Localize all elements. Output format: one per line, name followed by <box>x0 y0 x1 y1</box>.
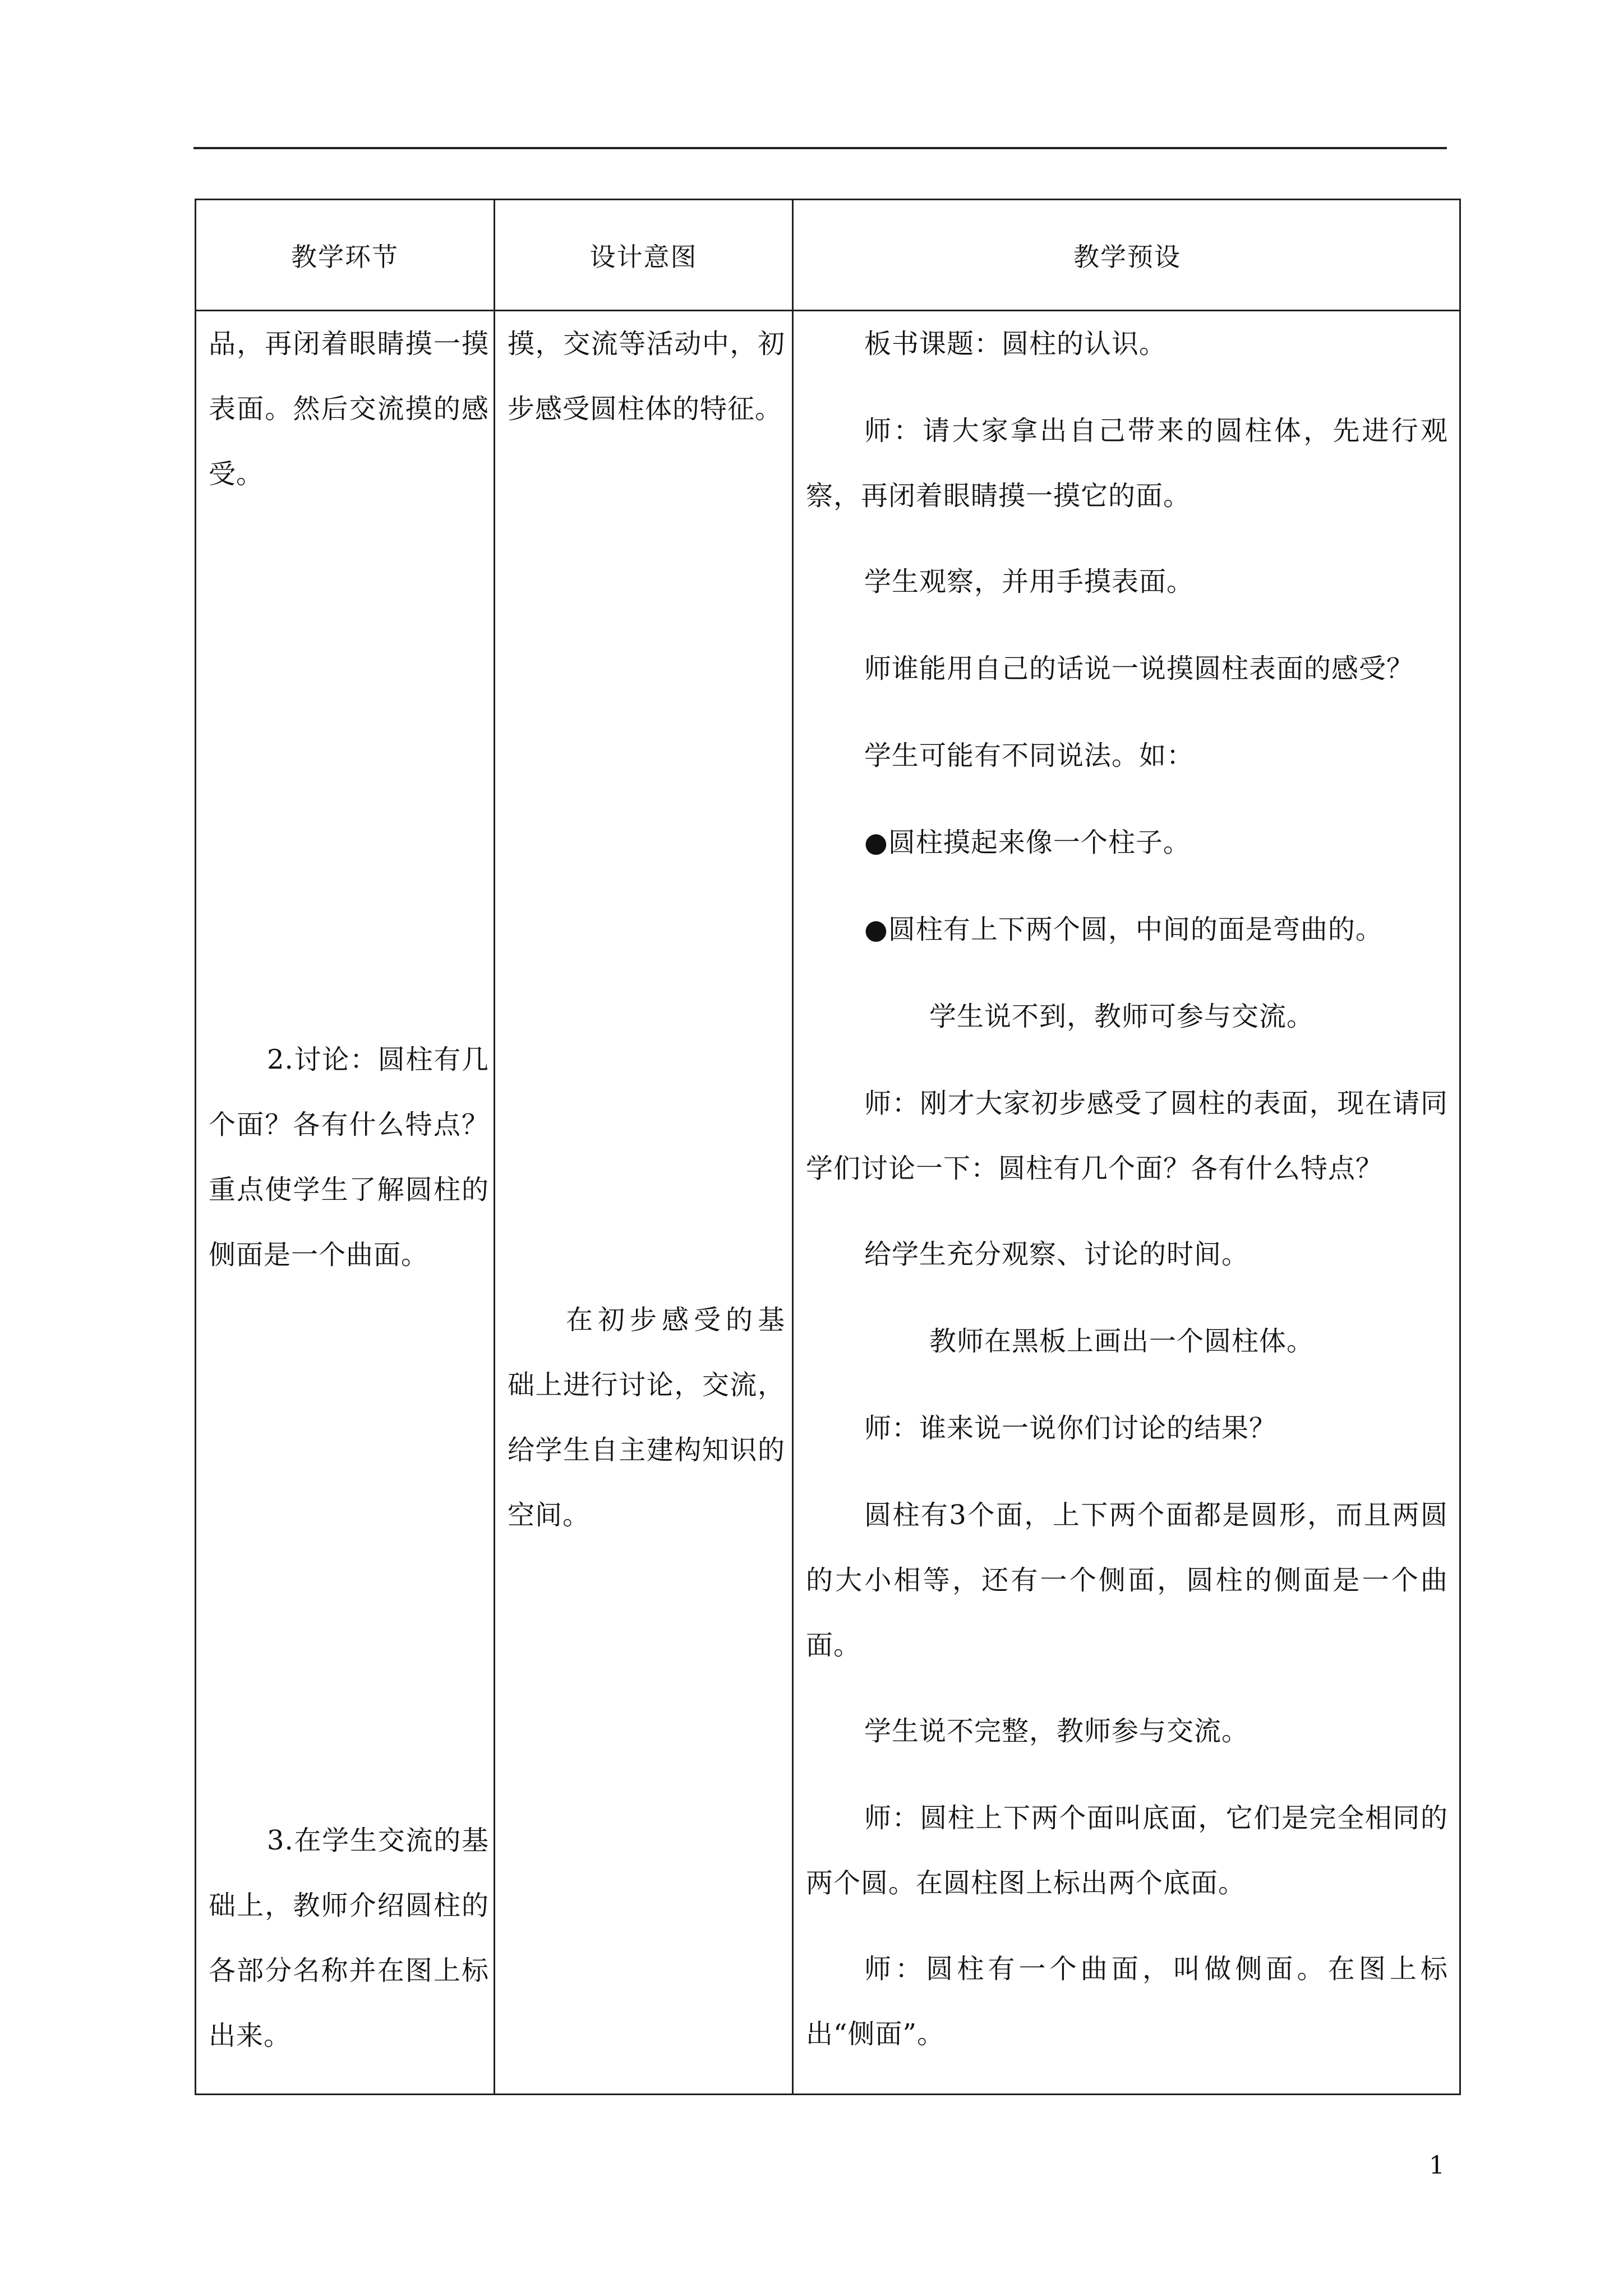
plan-paragraph: 师：谁来说一说你们讨论的结果？ <box>864 1412 1277 1444</box>
header-teaching-stage: 教学环节 <box>291 241 399 272</box>
plan-paragraph: 圆柱有3个面，上下两个面都是圆形，而且两圆的大小相等，还有一个侧面，圆柱的侧面是一个曲面。 <box>806 1499 1448 1661</box>
page-number: 1 <box>1429 2151 1445 2180</box>
column-divider-1 <box>494 200 495 2093</box>
intent-text: 摸，交流等活动中，初步感受圆柱体的特征。 <box>508 328 785 425</box>
intent-text: 在初步感受的基础上进行讨论，交流，给学生自主建构知识的空间。 <box>508 1304 785 1531</box>
plan-paragraph: 师：请大家拿出自己带来的圆柱体，先进行观察，再闭着眼睛摸一摸它的面。 <box>806 415 1448 512</box>
stage-text: 3.在学生交流的基础上，教师介绍圆柱的各部分名称并在图上标出来。 <box>209 1825 489 2051</box>
teaching-plan-column <box>806 311 1448 2093</box>
plan-paragraph: 师谁能用自己的话说一说摸圆柱表面的感受？ <box>864 653 1414 684</box>
plan-paragraph: 师：圆柱有一个曲面，叫做侧面。在图上标出“侧面”。 <box>806 1953 1448 2050</box>
plan-bullet: ●圆柱有上下两个圆，中间的面是弯曲的。 <box>864 914 1383 945</box>
header-teaching-plan: 教学预设 <box>1073 241 1181 272</box>
plan-paragraph: 给学生充分观察、讨论的时间。 <box>864 1239 1249 1270</box>
plan-paragraph: 学生说不到，教师可参与交流。 <box>929 1001 1315 1032</box>
column-divider-2 <box>792 200 794 2093</box>
teaching-stage-column <box>209 311 489 2093</box>
design-intent-column <box>508 311 785 2093</box>
stage-text: 品，再闭着眼睛摸一摸表面。然后交流摸的感受。 <box>209 328 489 490</box>
plan-paragraph: 学生观察，并用手摸表面。 <box>864 566 1195 597</box>
plan-paragraph: 教师在黑板上画出一个圆柱体。 <box>929 1326 1315 1357</box>
plan-bullet: ●圆柱摸起来像一个柱子。 <box>864 827 1191 858</box>
plan-paragraph: 师：圆柱上下两个面叫底面，它们是完全相同的两个圆。在圆柱图上标出两个底面。 <box>806 1802 1448 1899</box>
plan-paragraph: 学生可能有不同说法。如： <box>864 740 1195 771</box>
plan-paragraph: 板书课题：圆柱的认识。 <box>864 328 1167 360</box>
plan-paragraph: 学生说不完整，教师参与交流。 <box>864 1715 1249 1747</box>
header-rule <box>193 147 1447 149</box>
plan-paragraph: 师：刚才大家初步感受了圆柱的表面，现在请同学们讨论一下：圆柱有几个面？各有什么特点？ <box>806 1088 1448 1184</box>
header-design-intent: 设计意图 <box>589 241 698 272</box>
stage-text: 2.讨论：圆柱有几个面？各有什么特点？重点使学生了解圆柱的侧面是一个曲面。 <box>209 1044 489 1271</box>
lesson-plan-table <box>195 199 1461 2095</box>
